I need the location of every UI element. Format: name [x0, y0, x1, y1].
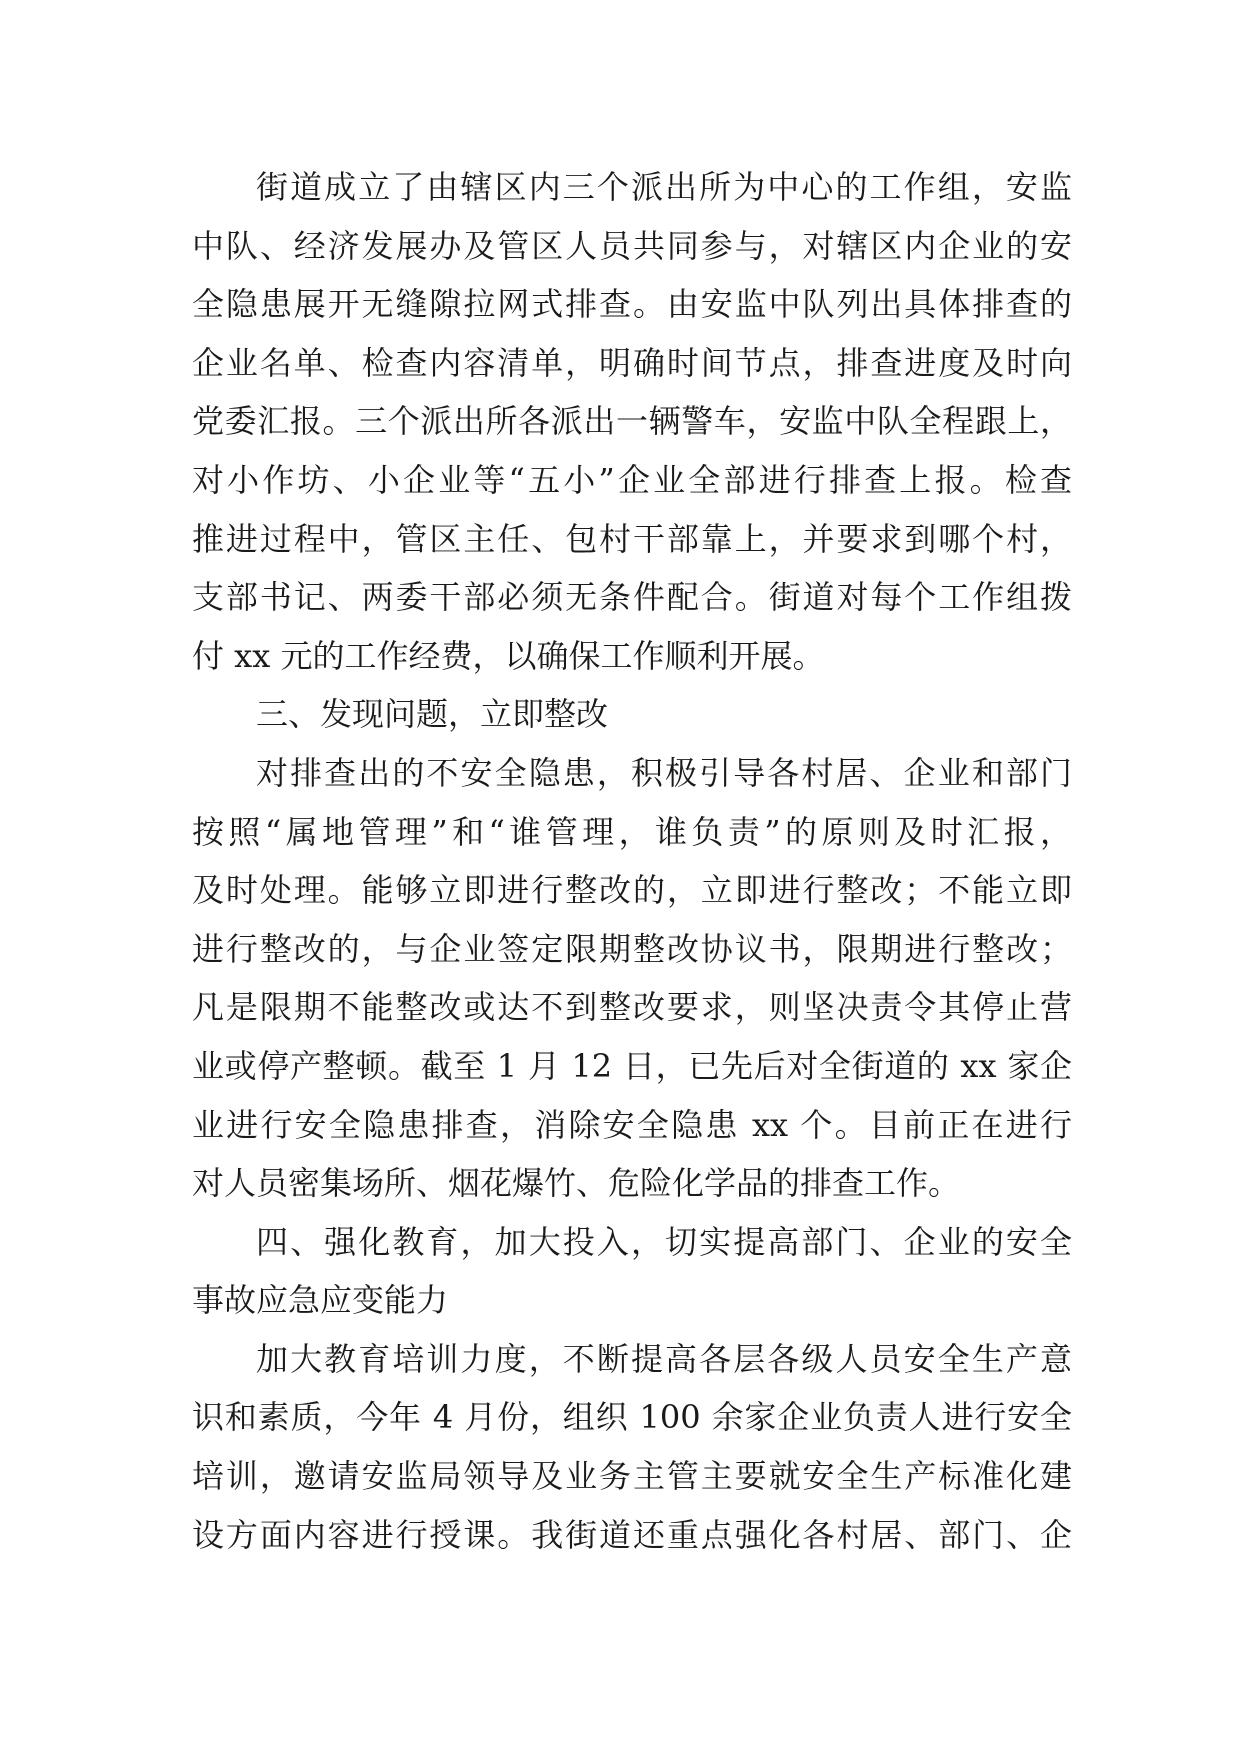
text-line: 对人员密集场所、烟花爆竹、危险化学品的排查工作。 [192, 1164, 961, 1203]
text-line: 对排查出的不安全隐患，积极引导各村居、企业和部门 [256, 753, 1072, 792]
text-line: 凡是限期不能整改或达不到整改要求，则坚决责令其停止营 [192, 988, 1072, 1027]
text-line: 识和素质，今年 4 月份，组织 100 余家企业负责人进行安全 [192, 1398, 1072, 1437]
text-line: 及时处理。能够立即进行整改的，立即进行整改；不能立即 [192, 871, 1072, 910]
text-line: 支部书记、两委干部必须无条件配合。街道对每个工作组拨 [192, 578, 1072, 617]
text-line: 培训，邀请安监局领导及业务主管主要就安全生产标准化建 [192, 1457, 1072, 1496]
text-line: 三、发现问题，立即整改 [256, 695, 609, 734]
text-line: 街道成立了由辖区内三个派出所为中心的工作组，安监 [256, 168, 1072, 206]
text-line: 推进过程中，管区主任、包村干部靠上，并要求到哪个村， [192, 519, 1072, 558]
text-line: 中队、经济发展办及管区人员共同参与，对辖区内企业的安 [192, 226, 1072, 265]
text-line: 党委汇报。三个派出所各派出一辆警车，安监中队全程跟上， [192, 402, 1072, 441]
text-line: 全隐患展开无缝隙拉网式排查。由安监中队列出具体排查的 [192, 285, 1072, 324]
document-body [192, 158, 1072, 1564]
text-line: 按照“属地管理”和“谁管理，谁负责”的原则及时汇报， [192, 812, 1072, 851]
text-line: 对小作坊、小企业等“五小”企业全部进行排查上报。检查 [192, 460, 1072, 499]
text-line: 付 xx 元的工作经费，以确保工作顺利开展。 [192, 636, 825, 675]
text-line: 加大教育培训力度，不断提高各层各级人员安全生产意 [256, 1339, 1072, 1378]
text-line: 企业名单、检查内容清单，明确时间节点，排查进度及时向 [192, 343, 1072, 382]
text-line: 设方面内容进行授课。我街道还重点强化各村居、部门、企 [192, 1515, 1072, 1554]
text-line: 事故应急应变能力 [192, 1281, 449, 1320]
text-line: 业或停产整顿。截至 1 月 12 日，已先后对全街道的 xx 家企 [192, 1046, 1072, 1085]
text-line: 四、强化教育，加大投入，切实提高部门、企业的安全 [256, 1222, 1072, 1261]
text-line: 业进行安全隐患排查，消除安全隐患 xx 个。目前正在进行 [192, 1105, 1072, 1144]
text-line: 进行整改的，与企业签定限期整改协议书，限期进行整改； [192, 929, 1072, 968]
